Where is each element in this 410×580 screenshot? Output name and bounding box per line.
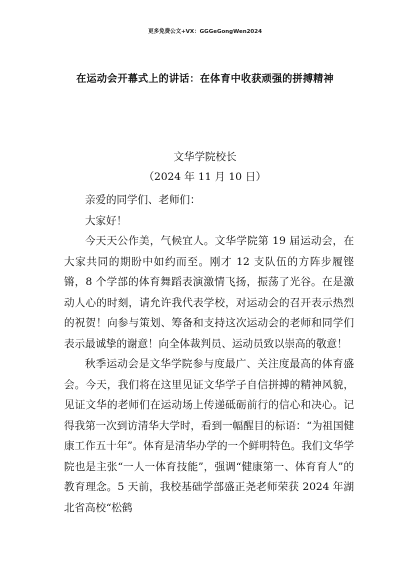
page-header-note: 更多免费公文+VX：GGGeGongWen2024 <box>148 29 262 35</box>
body-paragraph: 今天天公作美，气候宜人。文华学院第 19 届运动会，在大家共同的期盼中如约而至。刚才 12 支队伍的方阵步履铿锵，8 个学部的体育舞蹈表演激情飞扬，振荡了光谷。在是激动人心的时刻，请允许我代表学校，对运动会的召开表示热烈的祝贺！向参与策划、筹备和支持这次运动会的老师和同学们表示最诚挚的谢意！向全体裁判员、运动员致以崇高的敬意！ <box>64 235 354 350</box>
document-date: （2024 年 11 月 10 日） <box>143 171 267 183</box>
greeting: 大家好！ <box>85 214 127 227</box>
body-paragraph: 秋季运动会是文华学院参与度最广、关注度最高的体育盛会。今天，我们将在这里见证文华学子自信拼搏的精神风貌，见证文华的老师们在运动场上传递砥砺前行的信心和决心。记得我第一次到访清华大学时，看到一幅醒目的标语：“为祖国健康工作五十年”。体育是清华办学的一个鲜明特色。我们文华学院也是主张“一人一体育技能”，强调“健康第一、体育育人”的教育理念。5 天前，我校基础学部盛正尧老师荣获 2024 年湖北省高校“松鹤 <box>64 358 354 514</box>
document-body <box>64 190 354 518</box>
salutation: 亲爱的同学们、老师们： <box>85 194 201 206</box>
document-title: 在运动会开幕式上的讲话：在体育中收获顽强的拼搏精神 <box>76 74 334 85</box>
document-author: 文华学院校长 <box>173 151 237 163</box>
